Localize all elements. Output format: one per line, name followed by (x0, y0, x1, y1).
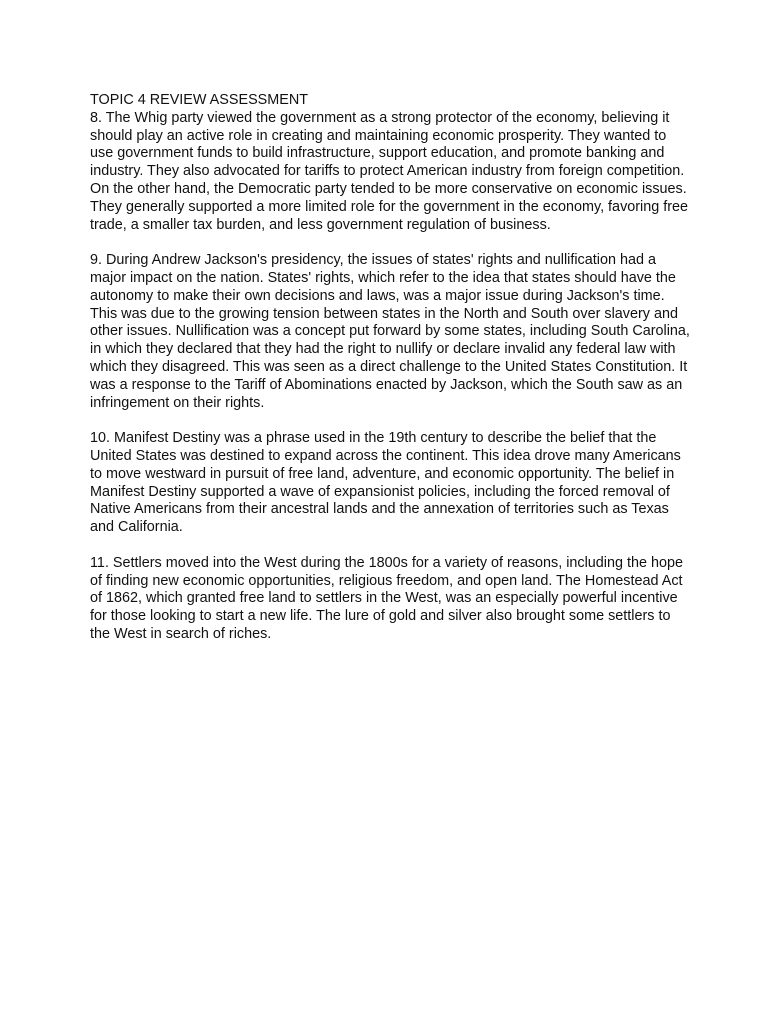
answer-paragraph-11: 11. Settlers moved into the West during the 1800s for a variety of reasons, including the hope of finding new economic opportunities, religious freedom, and open land. The Homestead Act of 1862, which granted free land to settlers in the West, was an especially powerful incentive for those looking to start a new life. The lure of gold and silver also brought some settlers to the West in search of riches. (90, 554, 684, 642)
answer-paragraph-9: 9. During Andrew Jackson's presidency, the issues of states' rights and nullification had a major impact on the nation. States' rights, which refer to the idea that states should have the autonomy to make their own decisions and laws, was a major issue during Jackson's time. This was due to the growing tension between states in the North and South over slavery and other issues. Nullification was a concept put forward by some states, including South Carolina, in which they declared that they had the right to nullify or declare invalid any federal law with which they disagreed. This was seen as a direct challenge to the United States Constitution. It was a response to the Tariff of Abominations enacted by Jackson, which the South saw as an infringement on their rights. (90, 252, 690, 411)
answer-paragraph-8: 8. The Whig party viewed the government as a strong protector of the economy, believing it should play an active role in creating and maintaining economic prosperity. They wanted to use government funds to build infrastructure, support education, and promote banking and industry. They also advocated for tariffs to protect American industry from foreign competition. On the other hand, the Democratic party tended to be more conservative on economic issues. They generally supported a more limited role for the government in the economy, favoring free trade, a smaller tax burden, and less government regulation of business. (90, 109, 689, 233)
answer-paragraph-10: 10. Manifest Destiny was a phrase used in the 19th century to describe the belief that the United States was destined to expand across the continent. This idea drove many Americans to move westward in pursuit of free land, adventure, and economic opportunity. The belief in Manifest Destiny supported a wave of expansionist policies, including the forced removal of Native Americans from their ancestral lands and the annexation of territories such as Texas and California. (90, 430, 681, 536)
document-title: TOPIC 4 REVIEW ASSESSMENT (90, 92, 309, 108)
document-body (90, 92, 690, 662)
